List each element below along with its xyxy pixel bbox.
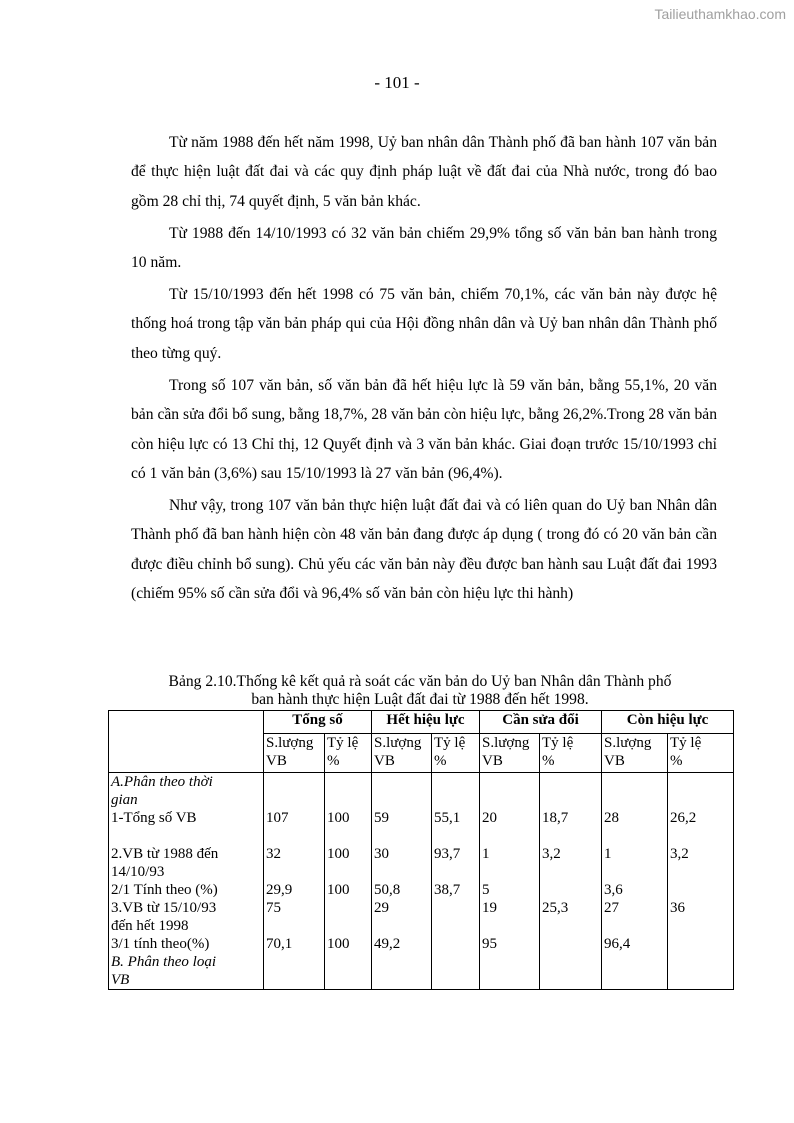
col-expired-ratio: 55,1 93,7 38,7 [432,773,480,990]
body-text [131,128,717,611]
paragraph: Trong số 107 văn bản, số văn bản đã hết hiệu lực là 59 văn bản, bằng 55,1%, 20 văn bản cần sửa đổi bổ sung, bằng 18,7%, 28 văn bản còn hiệu lực, bằng 26,2%.Trong 28 văn bản còn hiệu lực có 13 Chỉ thị, 12 Quyết định và 3 văn bản khác. Giai đoạn trước 15/10/1993 chỉ có 1 văn bản (3,6%) sau 15/10/1993 là 27 văn bản (96,4%). [131,376,717,482]
subheader-ratio: Tỷ lệ % [432,734,480,773]
paragraph: Từ 15/10/1993 đến hết 1998 có 75 văn bản, chiếm 70,1%, các văn bản này được hệ thống hoá trong tập văn bản pháp qui của Hội đồng nhân dân và Uỷ ban nhân dân Thành phố theo từng quý. [131,286,717,362]
header-row [109,711,734,734]
col-amend-ratio: 18,7 3,2 25,3 [540,773,602,990]
col-valid-count: 28 1 3,6 27 96,4 [602,773,668,990]
header-group: Tổng số [264,711,372,734]
subheader-count: S.lượng VB [264,734,325,773]
col-expired-count: 59 30 50,8 29 49,2 [372,773,432,990]
paragraph: Từ năm 1988 đến hết năm 1998, Uỷ ban nhân dân Thành phố đã ban hành 107 văn bản để thực hiện luật đất đai và các quy định pháp luật về đất đai của Nhà nước, trong đó bao gồm 28 chỉ thị, 74 quyết định, 5 văn bản khác. [131,134,717,210]
subheader-count: S.lượng VB [480,734,540,773]
stats-table [108,710,734,990]
header-group: Còn hiệu lực [602,711,734,734]
paragraph: Từ 1988 đến 14/10/1993 có 32 văn bản chiếm 29,9% tổng số văn bản ban hành trong 10 năm. [131,224,717,272]
table-body-row [109,773,734,990]
subheader-ratio: Tỷ lệ % [325,734,372,773]
watermark: Tailieuthamkhao.com [654,6,786,22]
header-corner [109,711,264,773]
row-labels: A.Phân theo thời gian 1-Tổng số VB 2.VB từ 1988 đến 14/10/93 2/1 Tính theo (%) 3.VB từ 15/10/93 đến hết 1998 3/1 tính theo(%) B. Phân theo loại VB [109,773,264,990]
col-amend-count: 20 1 5 19 95 [480,773,540,990]
paragraph: Như vậy, trong 107 văn bản thực hiện luật đất đai và có liên quan do Uỷ ban Nhân dân Thành phố đã ban hành hiện còn 48 văn bản đang được áp dụng ( trong đó có 20 văn bản cần được điều chỉnh bổ sung). Chủ yếu các văn bản này đều được ban hành sau Luật đất đai 1993 (chiếm 95% số cần sửa đổi và 96,4% số văn bản còn hiệu lực thi hành) [131,496,717,603]
header-group: Cần sửa đổi [480,711,602,734]
header-group: Hết hiệu lực [372,711,480,734]
page-number: - 101 - [374,73,420,92]
col-total-count: 107 32 29,9 75 70,1 [264,773,325,990]
subheader-ratio: Tỷ lệ % [540,734,602,773]
subheader-ratio: Tỷ lệ % [668,734,734,773]
subheader-count: S.lượng VB [602,734,668,773]
col-total-ratio: 100 100 100 100 [325,773,372,990]
col-valid-ratio: 26,2 3,2 36 [668,773,734,990]
subheader-count: S.lượng VB [372,734,432,773]
table-caption [120,673,720,709]
caption-line: ban hành thực hiện Luật đất đai từ 1988 đến hết 1998. [251,691,589,708]
caption-line: Bảng 2.10.Thống kê kết quả rà soát các văn bản do Uỷ ban Nhân dân Thành phố [168,673,672,690]
